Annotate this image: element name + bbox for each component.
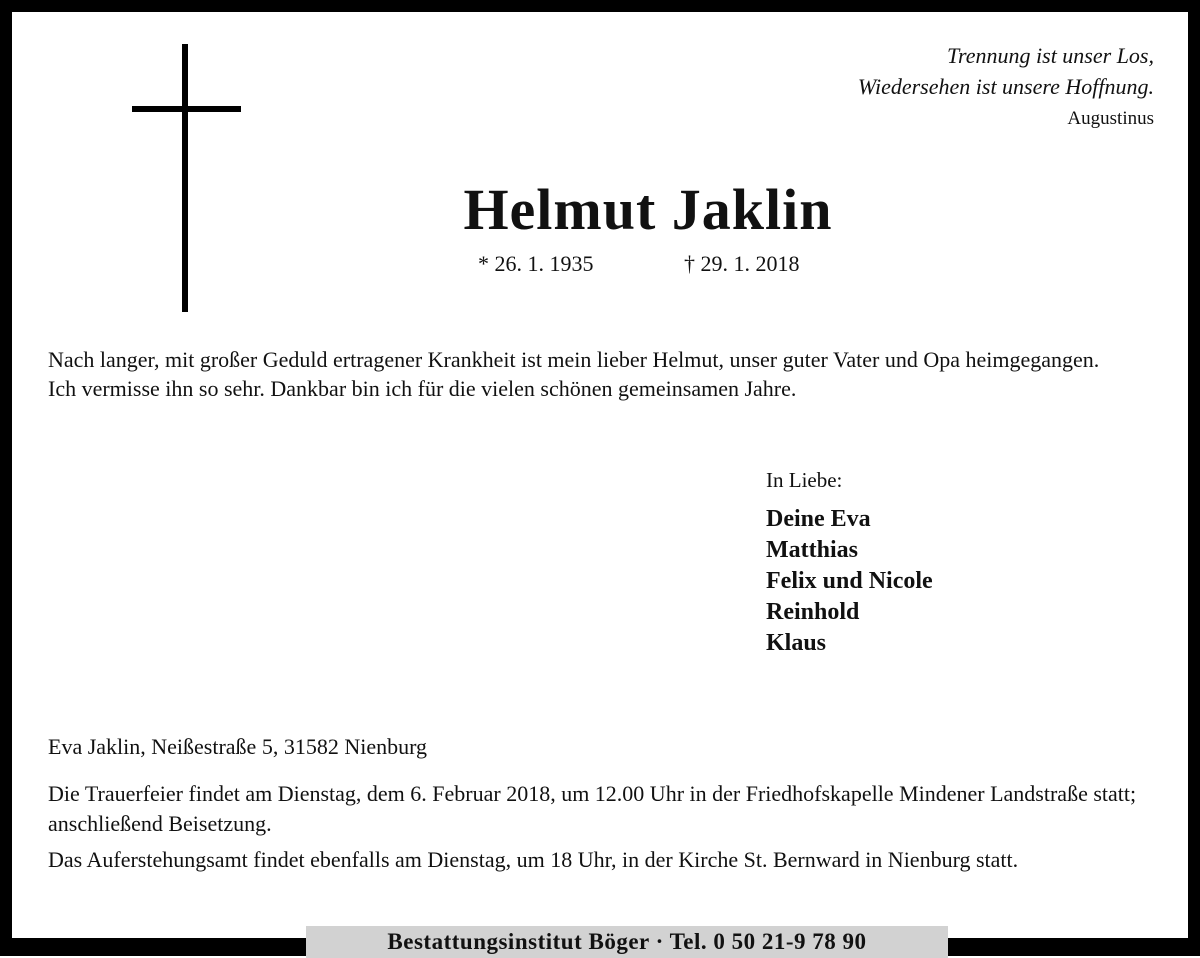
quote-line: Trennung ist unser Los,: [946, 43, 1154, 68]
quote-line: Wiedersehen ist unsere Hoffnung.: [857, 74, 1154, 99]
quote-author: Augustinus: [1067, 108, 1154, 129]
signatory-name: Felix und Nicole: [766, 568, 933, 594]
death-date: † 29. 1. 2018: [684, 251, 800, 276]
deceased-name: Helmut Jaklin: [463, 177, 833, 242]
signatory-name: Klaus: [766, 630, 827, 656]
signatory-name: Deine Eva: [766, 506, 871, 532]
signatory-name: Reinhold: [766, 599, 860, 625]
family-address: Eva Jaklin, Neißestraße 5, 31582 Nienburg: [48, 734, 428, 759]
message-paragraph: Nach langer, mit großer Geduld ertragener Krankheit ist mein lieber Helmut, unser guter Vater und Opa heimgegangen.: [48, 347, 1100, 372]
service-info: [48, 779, 1158, 881]
signatories: [766, 466, 933, 659]
message-paragraph: Ich vermisse ihn so sehr. Dankbar bin ich für die vielen schönen gemeinsamen Jahre.: [48, 376, 797, 401]
funeral-info: Die Trauerfeier findet am Dienstag, dem 6. Februar 2018, um 12.00 Uhr in der Friedhofskapelle Mindener Landstraße statt; anschließend Beisetzung.: [48, 781, 1137, 836]
funeral-home-footer: Bestattungsinstitut Böger · Tel. 0 50 21-9 78 90: [306, 926, 948, 958]
signatories-intro: In Liebe:: [766, 468, 843, 492]
message-block: [48, 345, 1158, 403]
birth-date: * 26. 1. 1935: [478, 251, 594, 276]
signatory-name: Matthias: [766, 537, 858, 563]
quote-block: [858, 40, 1154, 132]
cross-horizontal-bar: [132, 106, 241, 112]
requiem-info: Das Auferstehungsamt findet ebenfalls am Dienstag, um 18 Uhr, in der Kirche St. Bernward in Nienburg statt.: [48, 847, 1019, 872]
